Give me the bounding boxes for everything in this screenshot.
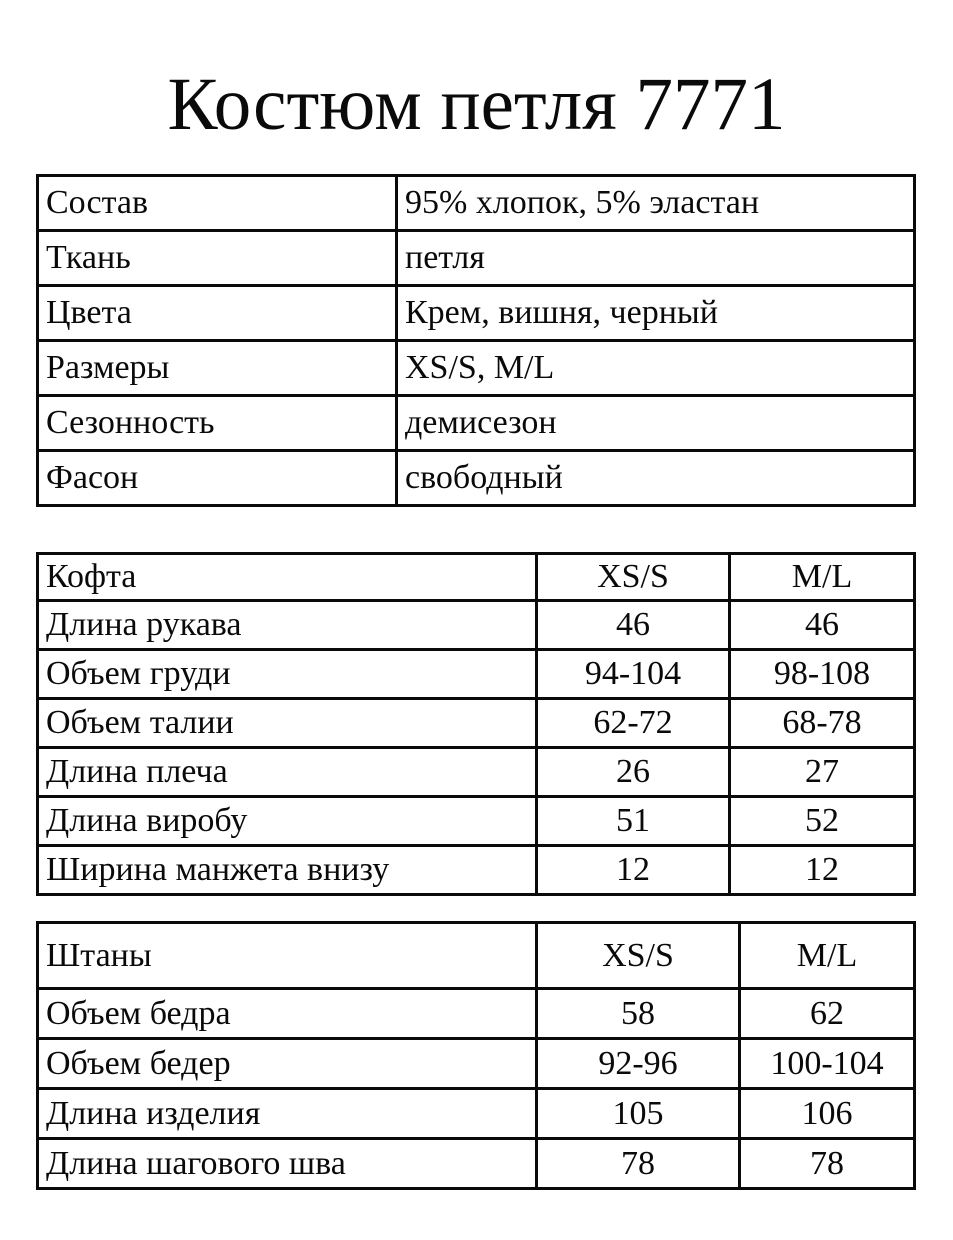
size-row bbox=[38, 1089, 915, 1139]
info-value: 95% хлопок, 5% эластан bbox=[397, 176, 915, 231]
info-row-cveta bbox=[38, 286, 915, 341]
size-row bbox=[38, 1139, 915, 1189]
size-row bbox=[38, 846, 915, 895]
info-label: Состав bbox=[38, 176, 397, 231]
info-label: Цвета bbox=[38, 286, 397, 341]
measure-label: Длина изделия bbox=[38, 1089, 537, 1139]
measure-value-ml: 46 bbox=[730, 601, 915, 650]
info-value: XS/S, M/L bbox=[397, 341, 915, 396]
measure-label: Длина плеча bbox=[38, 748, 537, 797]
info-row-sezonnost bbox=[38, 396, 915, 451]
measure-value-xss: 46 bbox=[537, 601, 730, 650]
info-value: свободный bbox=[397, 451, 915, 506]
measure-value-xss: 105 bbox=[537, 1089, 740, 1139]
info-label: Фасон bbox=[38, 451, 397, 506]
measure-value-ml: 106 bbox=[740, 1089, 915, 1139]
size-row bbox=[38, 1039, 915, 1089]
size-col-xss: XS/S bbox=[537, 923, 740, 989]
info-label: Размеры bbox=[38, 341, 397, 396]
info-label: Сезонность bbox=[38, 396, 397, 451]
measure-value-ml: 100-104 bbox=[740, 1039, 915, 1089]
size-row bbox=[38, 989, 915, 1039]
measure-label: Длина шагового шва bbox=[38, 1139, 537, 1189]
measure-value-xss: 92-96 bbox=[537, 1039, 740, 1089]
info-row-razmery bbox=[38, 341, 915, 396]
size-row bbox=[38, 650, 915, 699]
measure-value-ml: 62 bbox=[740, 989, 915, 1039]
size-table-title: Кофта bbox=[38, 554, 537, 601]
size-col-ml: M/L bbox=[730, 554, 915, 601]
measure-value-xss: 58 bbox=[537, 989, 740, 1039]
measure-value-xss: 94-104 bbox=[537, 650, 730, 699]
info-row-sostav bbox=[38, 176, 915, 231]
info-value: Крем, вишня, черный bbox=[397, 286, 915, 341]
measure-value-xss: 51 bbox=[537, 797, 730, 846]
kofta-size-table bbox=[36, 552, 916, 896]
size-col-xss: XS/S bbox=[537, 554, 730, 601]
measure-value-ml: 27 bbox=[730, 748, 915, 797]
measure-value-ml: 12 bbox=[730, 846, 915, 895]
measure-value-xss: 26 bbox=[537, 748, 730, 797]
info-value: петля bbox=[397, 231, 915, 286]
measure-label: Ширина манжета внизу bbox=[38, 846, 537, 895]
info-value: демисезон bbox=[397, 396, 915, 451]
measure-label: Объем бедер bbox=[38, 1039, 537, 1089]
product-info-table bbox=[36, 174, 916, 507]
measure-value-ml: 98-108 bbox=[730, 650, 915, 699]
measure-label: Длина виробу bbox=[38, 797, 537, 846]
size-row bbox=[38, 797, 915, 846]
measure-value-ml: 52 bbox=[730, 797, 915, 846]
shtany-size-table bbox=[36, 921, 916, 1190]
measure-label: Объем бедра bbox=[38, 989, 537, 1039]
measure-label: Длина рукава bbox=[38, 601, 537, 650]
measure-value-ml: 78 bbox=[740, 1139, 915, 1189]
size-table-header-row bbox=[38, 923, 915, 989]
measure-value-xss: 62-72 bbox=[537, 699, 730, 748]
size-col-ml: M/L bbox=[740, 923, 915, 989]
size-table-title: Штаны bbox=[38, 923, 537, 989]
size-row bbox=[38, 699, 915, 748]
info-row-fason bbox=[38, 451, 915, 506]
size-row bbox=[38, 748, 915, 797]
size-table-header-row bbox=[38, 554, 915, 601]
measure-value-ml: 68-78 bbox=[730, 699, 915, 748]
page-title: Костюм петля 7771 bbox=[167, 63, 786, 146]
size-row bbox=[38, 601, 915, 650]
info-row-tkan bbox=[38, 231, 915, 286]
info-label: Ткань bbox=[38, 231, 397, 286]
measure-label: Объем талии bbox=[38, 699, 537, 748]
measure-label: Объем груди bbox=[38, 650, 537, 699]
measure-value-xss: 12 bbox=[537, 846, 730, 895]
measure-value-xss: 78 bbox=[537, 1139, 740, 1189]
